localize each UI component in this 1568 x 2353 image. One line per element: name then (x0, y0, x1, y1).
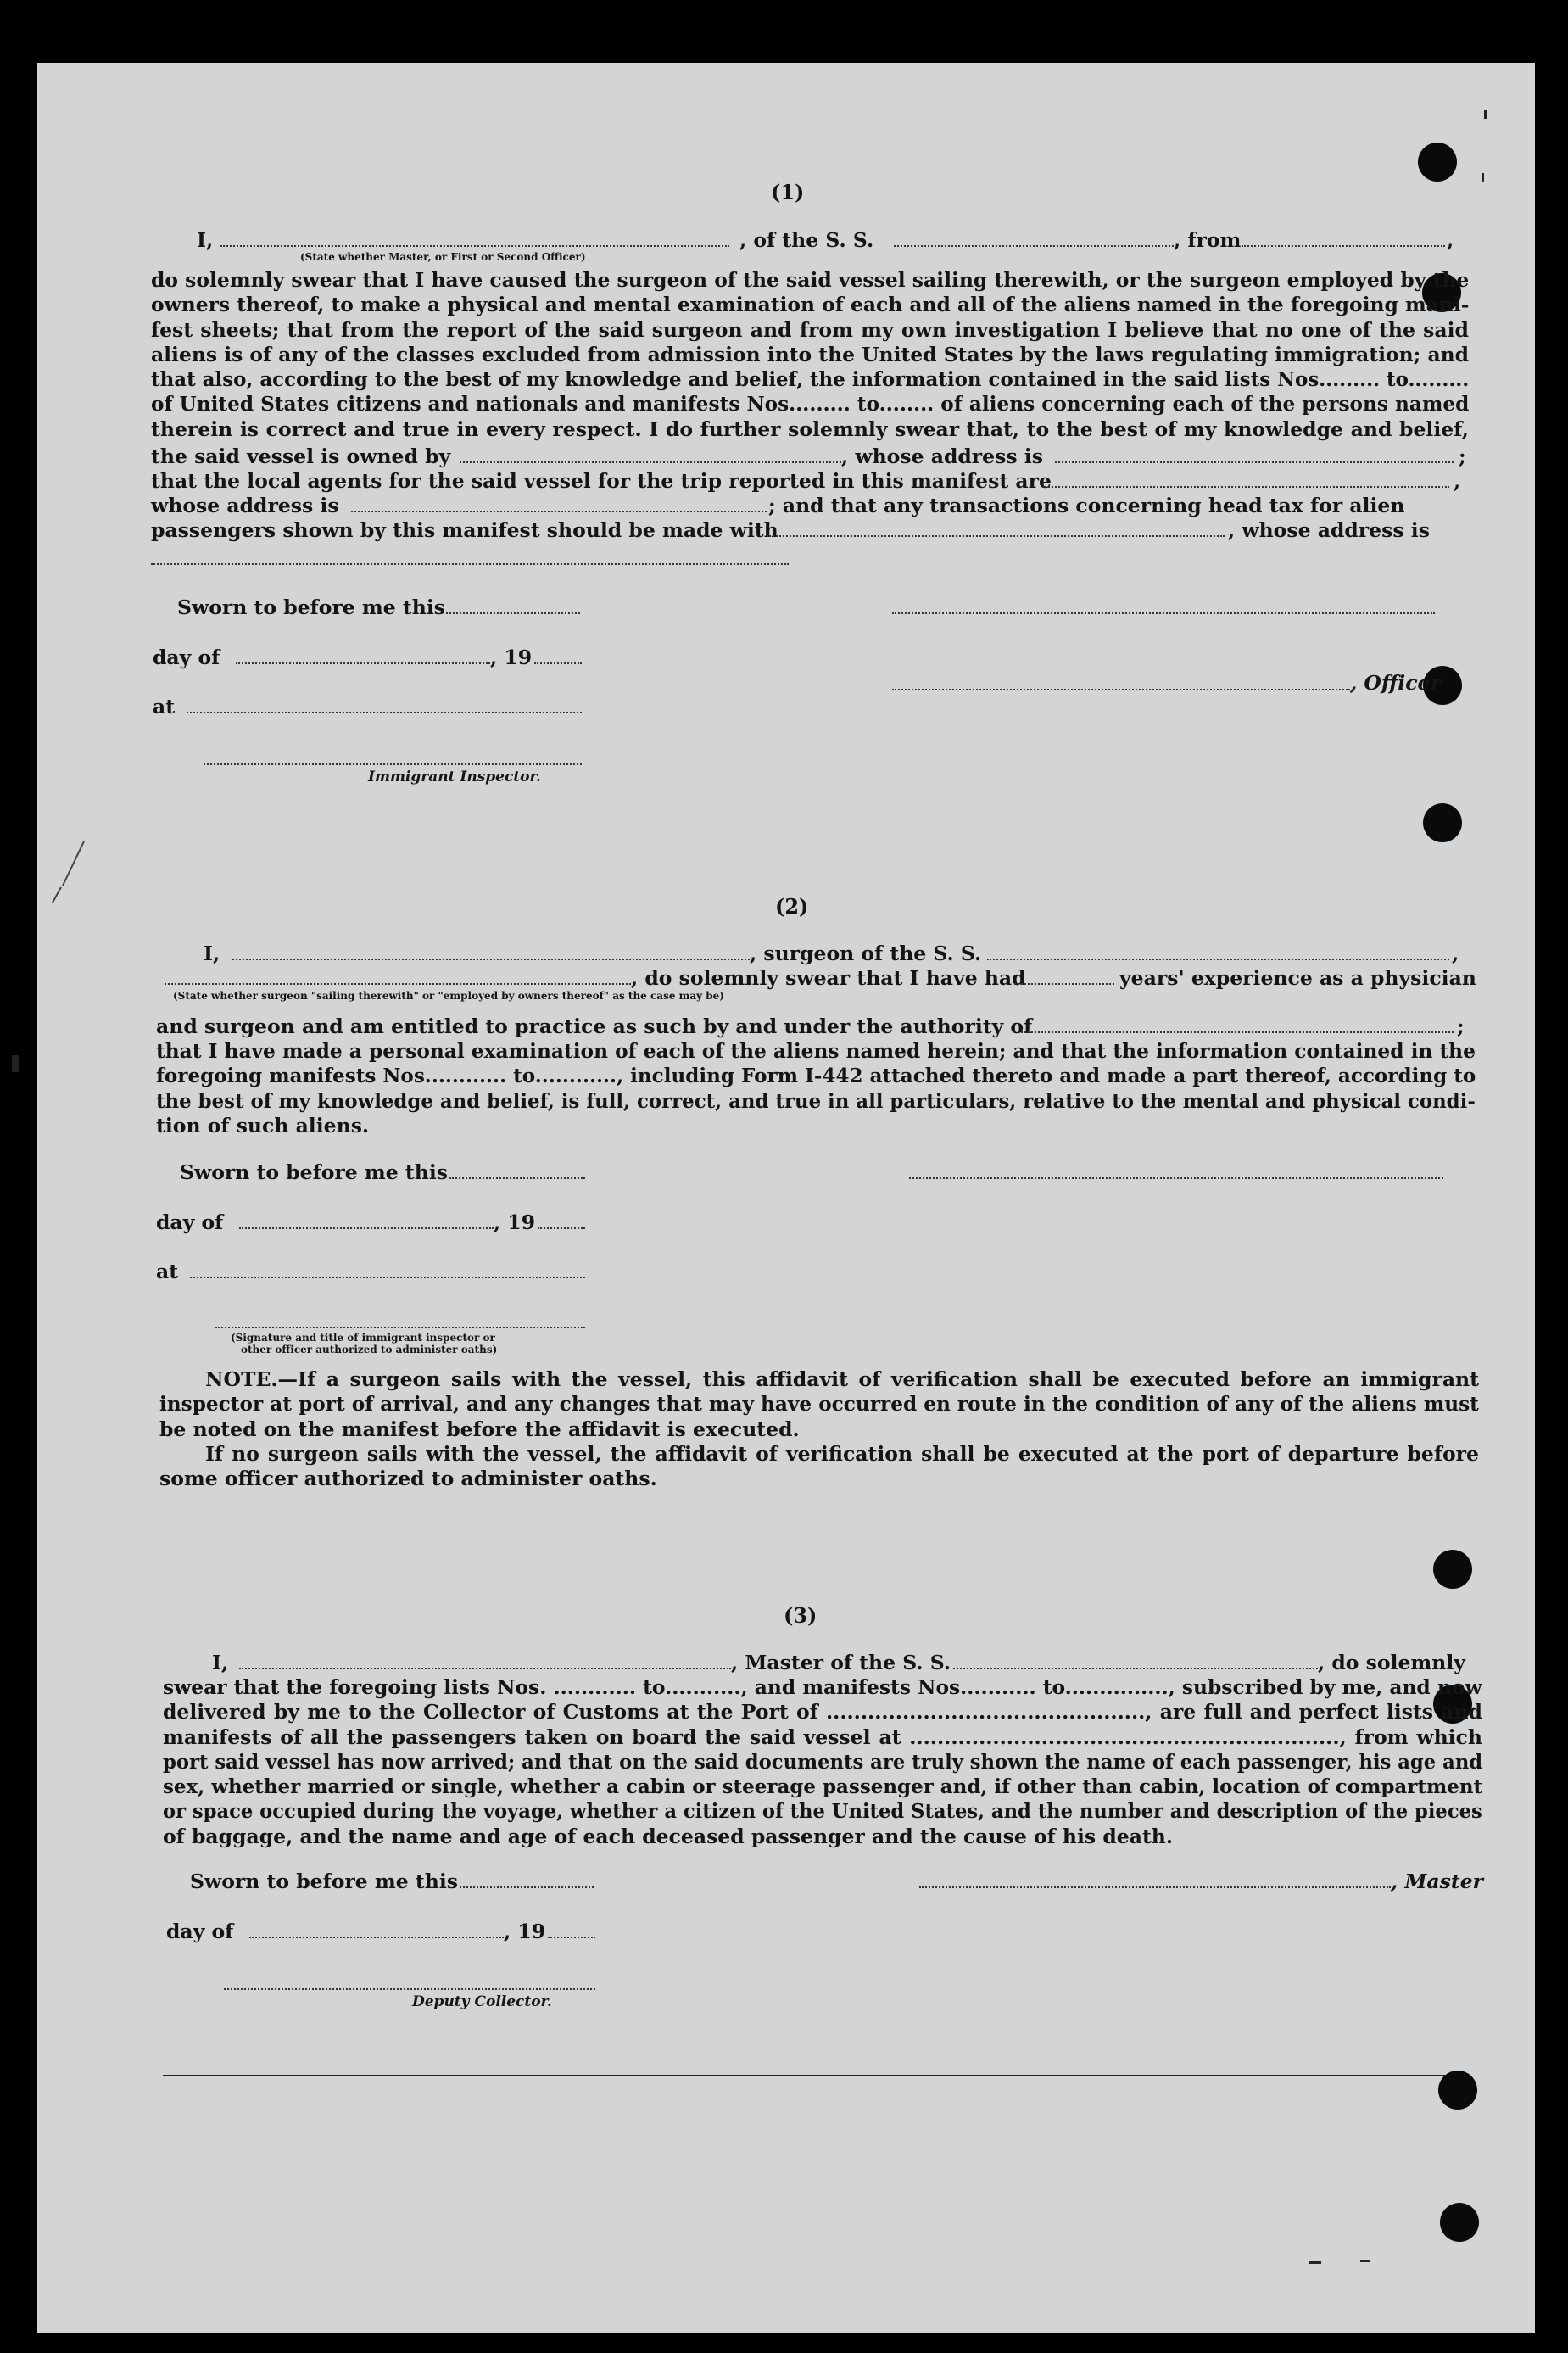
s1-paragraph (151, 268, 1469, 442)
s2-nineteen: , 19 (494, 1210, 536, 1234)
s1-passengers: passengers shown by this manifest should be made with (151, 518, 778, 542)
s3-para-line: manifests of all the passengers taken on board the said vessel at .............................................................., from which (163, 1724, 1482, 1749)
s2-day-field[interactable] (239, 1227, 494, 1229)
s3-master-signature-field[interactable] (919, 1886, 1391, 1888)
s2-type-field[interactable] (165, 983, 631, 985)
s2-at: at (156, 1260, 179, 1283)
s2-years-field[interactable] (1014, 983, 1114, 985)
s3-para-line: of baggage, and the name and age of each deceased passenger and the cause of his death. (163, 1824, 1174, 1848)
punch-hole-1 (1418, 143, 1457, 182)
s2-note-line: inspector at port of arrival, and any changes that may have occurred en route in the condition of any of the aliens must (159, 1392, 1479, 1417)
s3-sworn-date-field[interactable] (460, 1886, 594, 1888)
s1-semicolon: ; (1459, 444, 1466, 468)
s3-nineteen: , 19 (504, 1920, 546, 1943)
s1-final-address-field[interactable] (151, 563, 789, 565)
s3-master-of: , Master of the S. S. (731, 1651, 951, 1674)
s2-note-line: be noted on the manifest before the affidavit is executed. (159, 1417, 800, 1441)
s1-state-caption: (State whether Master, or First or Second Officer) (300, 251, 586, 263)
s1-para-line: fest sheets; that from the report of the said surgeon and from my own investigation I believe that no one of the said (151, 317, 1469, 342)
s1-from-field[interactable] (1242, 245, 1445, 247)
s1-line-I (197, 228, 213, 252)
section-2-number: (2) (775, 894, 809, 919)
s1-I-label: I, (197, 228, 214, 252)
stray-mark (1309, 2261, 1321, 2264)
s1-day-field[interactable] (236, 662, 490, 664)
s2-surgeon-of: , surgeon of the S. S. (750, 942, 982, 965)
s3-para-line: delivered by me to the Collector of Customs at the Port of .............................................., are full and perfect lists and (163, 1700, 1482, 1724)
s1-head-tax: ; and that any transactions concerning head tax for alien (768, 494, 1405, 517)
s1-local-agents: that the local agents for the said vessel for the trip reported in this manifest are (151, 469, 1052, 493)
s1-of-ss: , of the S. S. (739, 228, 874, 252)
s3-sworn: Sworn to before me this (190, 1870, 459, 1893)
s2-years-exp: years' experience as a physician (1119, 966, 1476, 990)
s1-inspector-label: Immigrant Inspector. (368, 768, 541, 785)
s1-para-line: that also, according to the best of my knowledge and belief, the information contained in the said lists Nos......... to......... (151, 367, 1470, 392)
s3-deputy-label: Deputy Collector. (412, 1993, 552, 2010)
s3-day-field[interactable] (249, 1937, 504, 1938)
punch-hole-4 (1423, 803, 1462, 842)
s3-name-field[interactable] (239, 1668, 731, 1669)
s2-line-I: I, (204, 942, 220, 965)
s2-authority: and surgeon and am entitled to practice as such by and under the authority of (156, 1014, 1033, 1038)
s1-sworn: Sworn to before me this (177, 595, 446, 619)
s1-inspector-signature-field[interactable] (204, 763, 582, 765)
s2-caption: (State whether surgeon "sailing therewith" or "employed by owners thereof" as the case may be) (173, 990, 724, 1002)
s3-do-solemnly: , do solemnly (1318, 1651, 1465, 1674)
s2-sig-caption-1: (Signature and title of immigrant inspector or (231, 1332, 495, 1344)
s2-para-line: the best of my knowledge and belief, is full, correct, and true in all particulars, relative to the mental and physical condi- (156, 1088, 1476, 1113)
s1-officer-label: , Officer (1350, 671, 1441, 695)
s2-authority-field[interactable] (1021, 1031, 1454, 1033)
s3-para-line: swear that the foregoing lists Nos. ............ to..........., and manifests Nos........... to..............., subscribed by me, and now (163, 1675, 1482, 1699)
s1-whose-address: whose address is (151, 494, 339, 517)
punch-hole-5 (1433, 1550, 1472, 1589)
s1-at-field[interactable] (187, 712, 582, 713)
s2-at-field[interactable] (190, 1277, 585, 1278)
s1-agents-field[interactable] (1042, 486, 1449, 488)
s1-para-line: of United States citizens and nationals and manifests Nos......... to........ of aliens concerning each of the persons named (151, 392, 1470, 416)
s3-ss-field[interactable] (953, 1668, 1318, 1669)
s1-nineteen: , 19 (490, 646, 533, 669)
s3-para-line: sex, whether married or single, whether a cabin or steerage passenger and, if other than cabin, location of compartment (163, 1775, 1483, 1799)
s2-surgeon-signature-field[interactable] (909, 1177, 1443, 1179)
stray-mark (1482, 173, 1484, 182)
s3-master (1391, 1870, 1483, 1893)
s2-name-field[interactable] (232, 959, 750, 960)
s2-note (159, 1367, 1479, 1491)
s3-para-line: port said vessel has now arrived; and that on the said documents are truly shown the name of each passenger, his age and (163, 1749, 1483, 1774)
s2-semicolon: ; (1457, 1014, 1465, 1038)
stray-pencil-mark (46, 835, 97, 911)
s1-owned-by: the said vessel is owned by (151, 444, 451, 468)
stray-mark (1484, 110, 1487, 119)
s2-sworn-date-field[interactable] (449, 1177, 585, 1179)
s1-at: at (153, 695, 176, 718)
s1-comma2: , (1454, 469, 1461, 493)
s1-whose-address-is: , whose address is (841, 444, 1043, 468)
s3-line-I: I, (212, 1651, 229, 1674)
s1-para-line: aliens is of any of the classes excluded from admission into the United States by the laws regulating immigration; and (151, 342, 1470, 366)
section-3-number: (3) (784, 1603, 817, 1628)
stray-mark (12, 1055, 19, 1072)
s1-sworn-date-field[interactable] (446, 612, 580, 614)
s2-sworn: Sworn to before me this (180, 1160, 449, 1184)
s2-note-line: If no surgeon sails with the vessel, the affidavit of verification shall be executed at the port of departure before (205, 1441, 1479, 1466)
bottom-rule (163, 2075, 1445, 2076)
s3-year-field[interactable] (548, 1937, 595, 1938)
s2-ss-field[interactable] (987, 959, 1449, 960)
s1-day-of: day of (153, 646, 220, 669)
s1-para-line: therein is correct and true in every respect. I do further solemnly swear that, to the best of my knowledge and belief, (151, 416, 1469, 441)
s1-officer (1350, 671, 1441, 695)
s2-para-line: tion of such aliens. (156, 1113, 370, 1137)
s3-day-of: day of (166, 1920, 234, 1943)
stray-mark (1360, 2260, 1370, 2262)
punch-hole-8 (1440, 2203, 1479, 2242)
document-page (37, 63, 1535, 2333)
s2-para-line: foregoing manifests Nos............ to............, including Form I-442 attached thereto and made a part thereof, according to (156, 1064, 1476, 1088)
s2-note-line: some officer authorized to administer oaths. (159, 1467, 657, 1491)
s3-paragraph (163, 1675, 1482, 1849)
s2-day-of: day of (156, 1210, 224, 1234)
s2-comma: , (1452, 942, 1459, 965)
s3-para-line: or space occupied during the voyage, whether a citizen of the United States, and the number and description of the pieces (163, 1799, 1482, 1824)
s3-master-label: , Master (1391, 1870, 1484, 1893)
s2-year-field[interactable] (538, 1227, 585, 1229)
s1-whose-address-end: , whose address is (1228, 518, 1430, 542)
s2-sig-caption-2: other officer authorized to administer oaths) (241, 1344, 498, 1355)
s2-para-line: that I have made a personal examination of each of the aliens named herein; and that the information contained in the (156, 1039, 1476, 1063)
s1-agents-address-field[interactable] (351, 511, 767, 512)
s1-officer-name-field[interactable] (892, 689, 1350, 690)
s1-ss-field[interactable] (894, 245, 1174, 247)
s1-from: , from (1174, 228, 1242, 252)
s1-head-tax-field[interactable] (767, 535, 1225, 537)
s1-name-field[interactable] (220, 245, 729, 247)
s2-inspector-signature-field[interactable] (215, 1327, 585, 1328)
s1-para-line: do solemnly swear that I have caused the surgeon of the said vessel sailing therewith, or the surgeon employed by the (151, 268, 1470, 292)
s1-para-line: owners thereof, to make a physical and mental examination of each and all of the aliens named in the foregoing mani- (151, 293, 1470, 317)
s2-do-solemnly: , do solemnly swear that I have had (631, 966, 1026, 990)
s2-paragraph (156, 1039, 1476, 1138)
s1-comma: , (1447, 228, 1454, 252)
s1-year-field[interactable] (534, 662, 582, 664)
s2-note-line: NOTE.—If a surgeon sails with the vessel, this affidavit of verification shall be executed before an immigrant (205, 1367, 1479, 1391)
section-1-number: (1) (771, 180, 805, 204)
s1-owner-address-field[interactable] (1055, 461, 1454, 463)
s3-deputy-signature-field[interactable] (224, 1988, 595, 1990)
s1-owner-field[interactable] (460, 461, 841, 463)
s1-officer-signature-field[interactable] (892, 612, 1435, 614)
